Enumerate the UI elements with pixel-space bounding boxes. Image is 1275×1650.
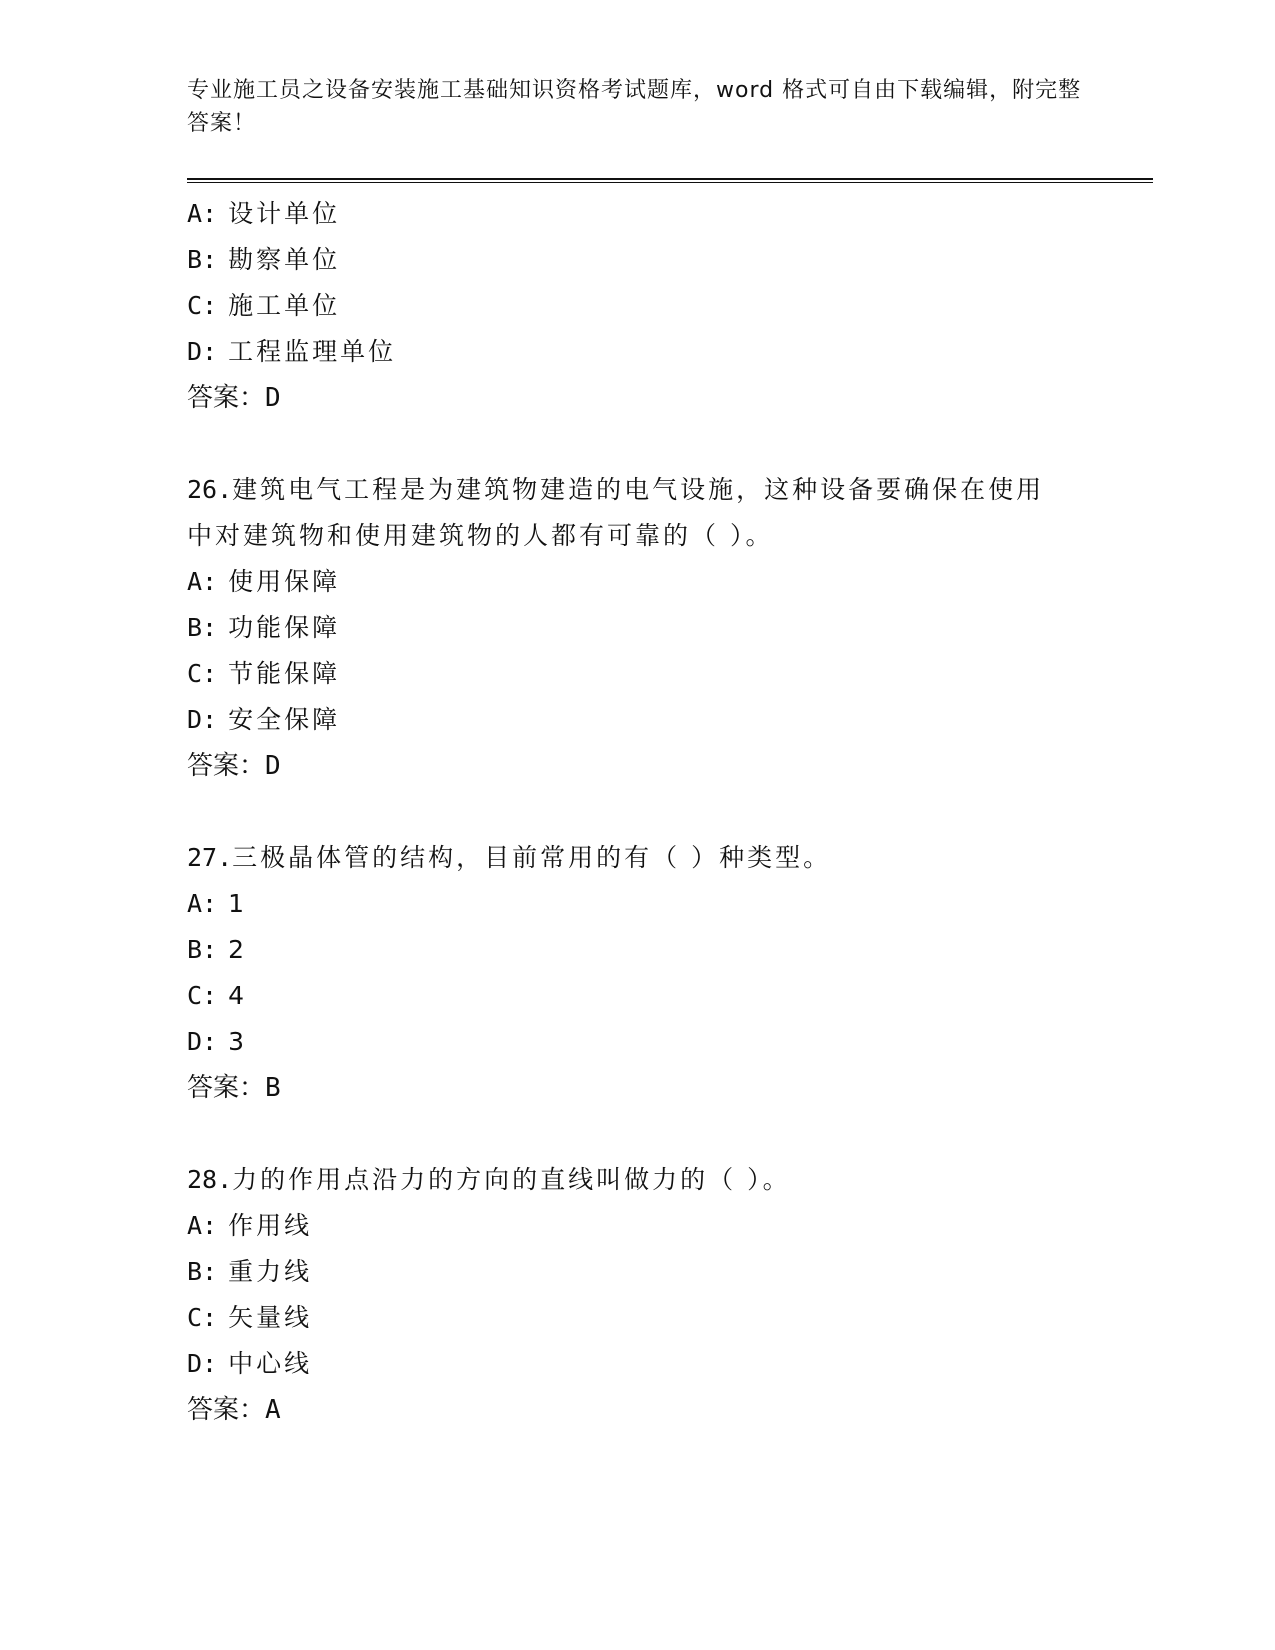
question-continued: [187, 191, 1087, 421]
question-26: [187, 467, 1087, 789]
question-27: [187, 835, 1087, 1111]
question-text: 27.三极晶体管的结构，目前常用的有（ ）种类型。: [187, 843, 832, 872]
option-d: D: 中心线: [187, 1349, 313, 1378]
question-text: 26.建筑电气工程是为建筑物建造的电气设施，这种设备要确保在使用中对建筑物和使用建筑物的人都有可靠的（ ）。: [187, 475, 1045, 550]
option-b: B: 功能保障: [187, 613, 341, 642]
question-text: 28.力的作用点沿力的方向的直线叫做力的（ ）。: [187, 1165, 791, 1194]
option-a: A: 作用线: [187, 1211, 313, 1240]
option-b: B: 重力线: [187, 1257, 313, 1286]
option-a: A: 使用保障: [187, 567, 341, 596]
option-c: C: 节能保障: [187, 659, 341, 688]
option-d: D: 安全保障: [187, 705, 341, 734]
option-b: B: 勘察单位: [187, 245, 341, 274]
question-28: [187, 1157, 1087, 1433]
option-a: A: 设计单位: [187, 199, 341, 228]
option-d: D: 工程监理单位: [187, 337, 397, 366]
answer-line: 答案：A: [187, 1395, 281, 1425]
option-b: B: 2: [187, 935, 247, 964]
option-a: A: 1: [187, 889, 247, 918]
option-d: D: 3: [187, 1027, 247, 1056]
option-c: C: 施工单位: [187, 291, 341, 320]
answer-line: 答案：B: [187, 1073, 281, 1103]
document-header: 专业施工员之设备安装施工基础知识资格考试题库，word 格式可自由下载编辑，附完整答案！: [187, 78, 1082, 136]
header-divider: [187, 178, 1153, 183]
answer-line: 答案：D: [187, 383, 281, 413]
option-c: C: 4: [187, 981, 247, 1010]
question-list: [187, 191, 1087, 1433]
answer-line: 答案：D: [187, 751, 281, 781]
option-c: C: 矢量线: [187, 1303, 313, 1332]
